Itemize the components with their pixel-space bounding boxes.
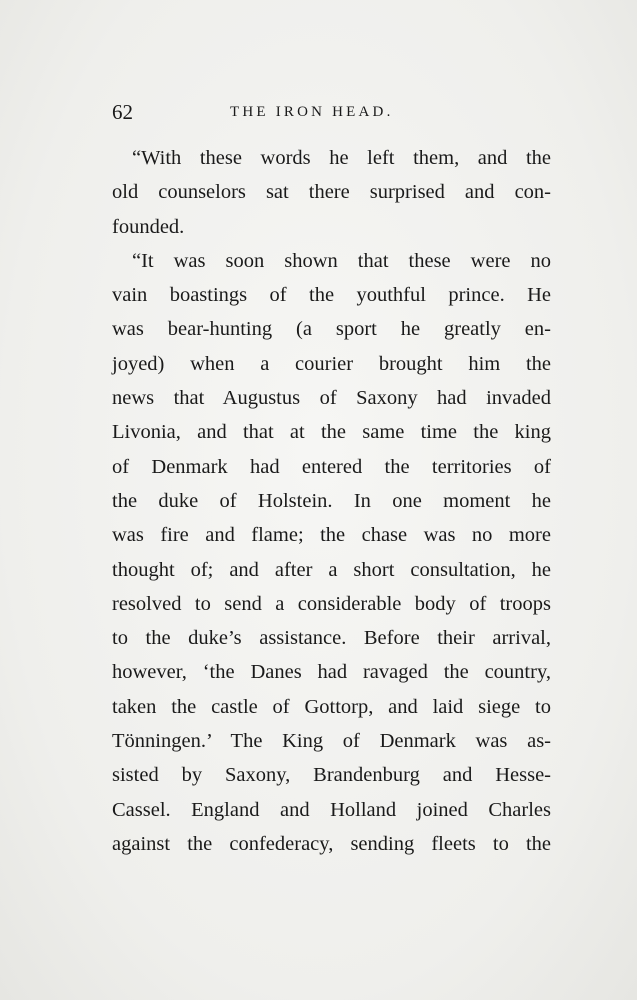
text-line: Cassel. England and Holland joined Charles xyxy=(112,798,551,821)
text-line: joyed) when a courier brought him the xyxy=(112,352,551,375)
text-line: founded. xyxy=(112,215,185,238)
text-line: against the confederacy, sending fleets to the xyxy=(112,832,551,855)
text-line: Tönningen.’ The King of Denmark was as- xyxy=(112,730,551,753)
running-title: THE IRON HEAD. xyxy=(230,104,394,120)
text-line: of Denmark had entered the territories of xyxy=(112,455,551,478)
text-line: thought of; and after a short consultation, he xyxy=(112,558,551,581)
text-line: resolved to send a considerable body of troops xyxy=(112,592,551,615)
text-line: vain boastings of the youthful prince. He xyxy=(112,284,551,307)
text-line: “With these words he left them, and the xyxy=(132,147,551,169)
text-line: old counselors sat there surprised and con- xyxy=(112,181,551,204)
text-line: sisted by Saxony, Brandenburg and Hesse- xyxy=(112,764,551,787)
text-line: the duke of Holstein. In one moment he xyxy=(112,489,551,512)
text-line: was bear-hunting (a sport he greatly en- xyxy=(112,318,551,341)
text-line: Livonia, and that at the same time the king xyxy=(112,421,551,444)
text-line: was fire and flame; the chase was no more xyxy=(112,524,551,547)
text-line: however, ‘the Danes had ravaged the country, xyxy=(112,661,551,684)
text-line: taken the castle of Gottorp, and laid siege to xyxy=(112,695,551,718)
page-header xyxy=(112,100,551,126)
page-number: 62 xyxy=(112,100,133,124)
text-line: news that Augustus of Saxony had invaded xyxy=(112,387,551,410)
text-line: to the duke’s assistance. Before their arrival, xyxy=(112,627,551,650)
text-line: “It was soon shown that these were no xyxy=(132,249,551,272)
body-text xyxy=(112,143,551,863)
